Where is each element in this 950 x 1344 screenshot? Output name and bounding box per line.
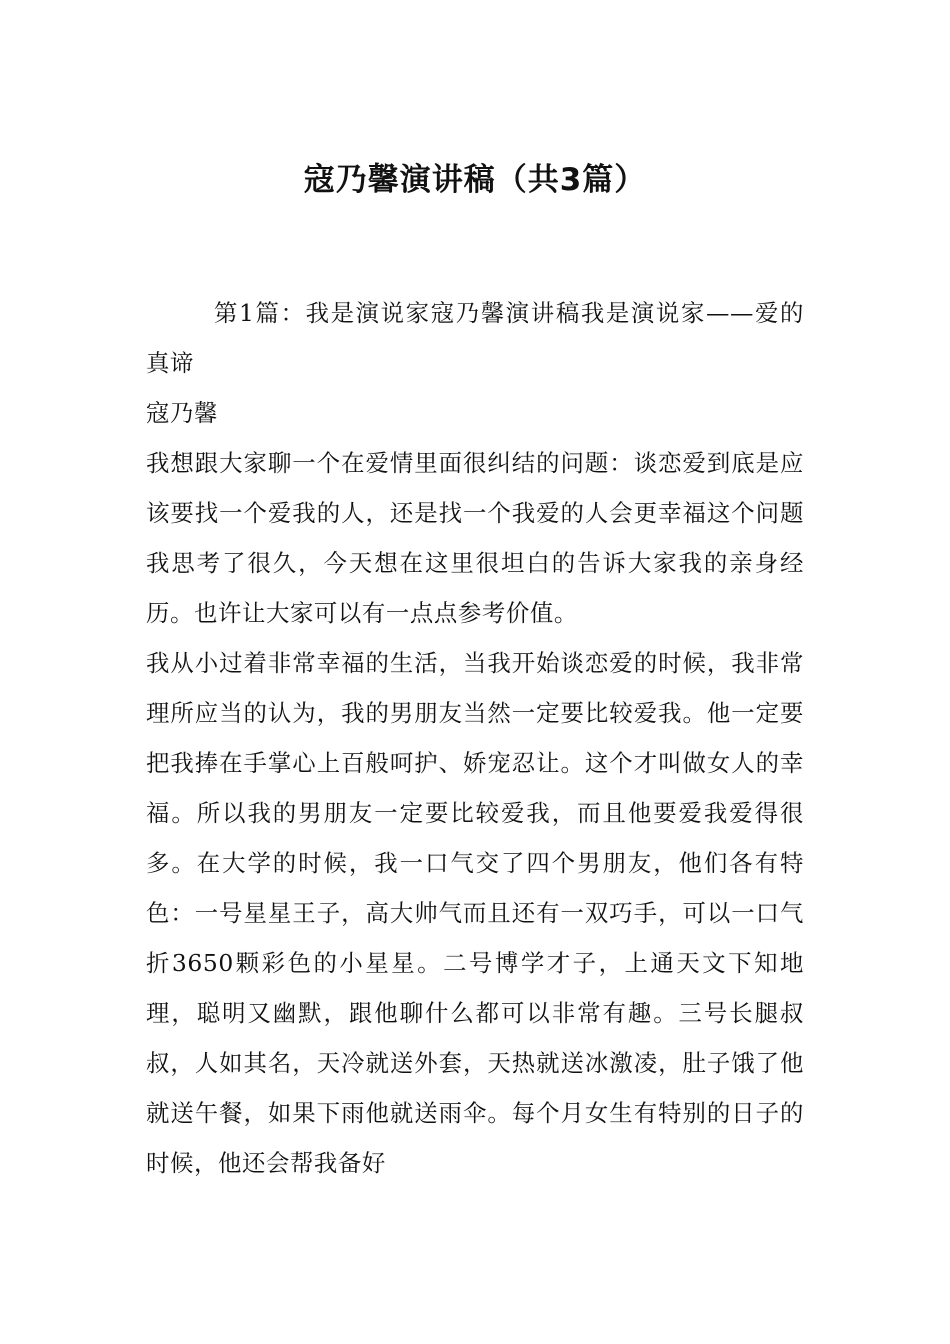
document-body bbox=[146, 288, 804, 1188]
paragraph-heading: 第1篇：我是演说家寇乃馨演讲稿我是演说家——爱的真谛 bbox=[146, 299, 804, 377]
paragraph-story: 我从小过着非常幸福的生活，当我开始谈恋爱的时候，我非常理所应当的认为，我的男朋友当然一定要比较爱我。他一定要把我捧在手掌心上百般呵护、娇宠忍让。这个才叫做女人的幸福。所以我的男朋友一定要比较爱我，而且他要爱我爱得很多。在大学的时候，我一口气交了四个男朋友，他们各有特色：一号星星王子，高大帅气而且还有一双巧手，可以一口气折3650颗彩色的小星星。二号博学才子，上通天文下知地理，聪明又幽默，跟他聊什么都可以非常有趣。三号长腿叔叔，人如其名，天冷就送外套，天热就送冰激凌，肚子饿了他就送午餐，如果下雨他就送雨伞。每个月女生有特别的日子的时候，他还会帮我备好 bbox=[146, 649, 804, 1177]
paragraph-author: 寇乃馨 bbox=[146, 399, 218, 427]
paragraph-intro: 我想跟大家聊一个在爱情里面很纠结的问题：谈恋爱到底是应该要找一个爱我的人，还是找一个我爱的人会更幸福这个问题我思考了很久，今天想在这里很坦白的告诉大家我的亲身经历。也许让大家可以有一点点参考价值。 bbox=[146, 449, 804, 627]
document-title: 寇乃馨演讲稿（共3篇） bbox=[303, 162, 647, 198]
